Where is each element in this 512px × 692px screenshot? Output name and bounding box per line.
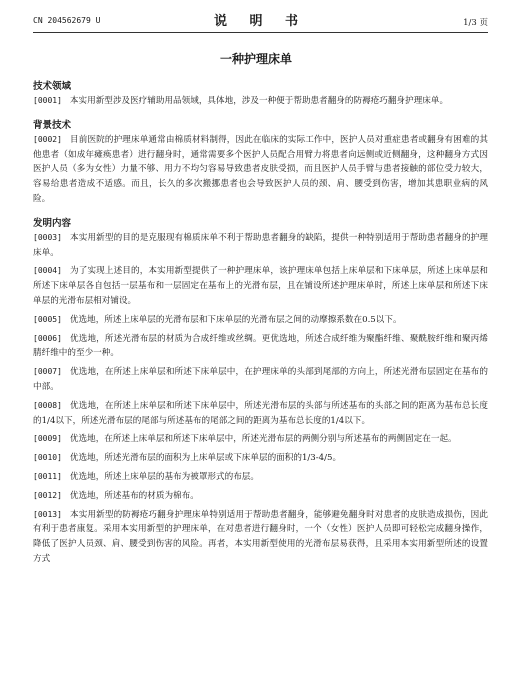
paragraph-text: 为了实现上述目的，本实用新型提供了一种护理床单，该护理床单包括上床单层和下床单层，所述上床单层和所述下床单层各自包括一层基布和一层固定在基布上的光滑布层，且在铺设所述护理床单时，所述上床单层和所述下床单层的光滑布层相对铺设。 (33, 266, 488, 306)
paragraph (33, 399, 488, 429)
paragraph (33, 94, 488, 109)
paragraph-number: [0010] (33, 453, 62, 463)
section-heading: 背景技术 (33, 119, 72, 131)
paragraph-number: [0003] (33, 232, 62, 242)
paragraph (33, 313, 488, 328)
paragraph-text: 优选地，在所述上床单层和所述下床单层中，所述光滑布层的头部与所述基布的头部之间的距离为基布总长度的1/4以下，所述光滑布层的尾部与所述基布的尾部之间的距离为基布总长度的1/4以下。 (33, 400, 488, 426)
paragraph-text: 优选地，所述光滑布层的材质为合成纤维或丝绸。更优选地，所述合成纤维为聚酯纤维、聚酰胺纤维和聚丙烯腈纤维中的至少一种。 (33, 333, 488, 359)
paragraph (33, 264, 488, 308)
paragraph-text: 优选地，所述光滑布层的面积为上床单层或下床单层的面积的1/3-4/5。 (69, 453, 342, 464)
document-body (33, 80, 488, 577)
paragraph (33, 489, 488, 504)
page-header (33, 10, 488, 33)
section-heading: 技术领域 (33, 81, 72, 92)
paragraph-number: [0002] (33, 134, 62, 144)
page-number: 1/3 页 (463, 18, 488, 28)
paragraph-text: 目前医院的护理床单通常由棉质材料制得，因此在临床的实际工作中，医护人员对重症患者或翻身有困难的其他患者（如成年瘫痪患者）进行翻身时，通常需要多个医护人员配合用臂力将患者向远侧或近侧翻身，这种翻身方式因医护人员（多为女性）力量不够、用力不均匀容易导致患者皮肤受损，而且医护人员手臂与患者接触的部位受力较大，容易给患者造成不适感。而且，长久的多次搬挪患者也会导致医护人员的颈、肩、腰受到伤害，增加其患职业病的风险。 (33, 134, 488, 204)
paragraph-text: 本实用新型的防褥疮巧翻身护理床单特别适用于帮助患者翻身，能够避免翻身时对患者的皮肤造成损伤，因此有利于患者康复。采用本实用新型的护理床单，在对患者进行翻身时，一个（女性）医护人员即可轻松完成翻身操作，降低了医护人员颈、肩、腰受到伤害的风险。再者，本实用新型使用的光滑布层易获得，且采用本实用新型所述的设置方式 (33, 509, 488, 564)
paragraph-number: [0008] (33, 400, 62, 410)
publication-number: CN 204562679 U (33, 16, 101, 25)
section-heading: 发明内容 (33, 217, 72, 229)
paragraph (33, 332, 488, 362)
paragraph-number: [0011] (33, 471, 62, 481)
paragraph-text: 本实用新型涉及医疗辅助用品领域，具体地，涉及一种便于帮助患者翻身的防褥疮巧翻身护理床单。 (69, 96, 449, 106)
document-type: 说 明 书 (213, 14, 308, 29)
paragraph-number: [0012] (33, 490, 62, 500)
paragraph-number: [0009] (33, 434, 62, 444)
paragraph (33, 231, 488, 261)
section-background (33, 119, 488, 207)
paragraph-number: [0001] (33, 96, 62, 105)
paragraph-text: 优选地，在所述上床单层和所述下床单层中，在护理床单的头部到尾部的方向上，所述光滑布层固定在基布的中部。 (33, 367, 488, 392)
paragraph-text: 优选地，在所述上床单层和所述下床单层中，所述光滑布层的两侧分别与所述基布的两侧固定在一起。 (69, 434, 457, 445)
paragraph-text: 优选地，所述基布的材质为棉布。 (69, 490, 199, 501)
section-technical-field (33, 80, 488, 109)
paragraph (33, 432, 488, 447)
document-title: 一种护理床单 (219, 52, 292, 66)
paragraph-number: [0004] (33, 266, 62, 276)
paragraph (33, 365, 488, 395)
paragraph (33, 133, 488, 207)
paragraph (33, 470, 488, 485)
paragraph-text: 优选地，所述上床单层的光滑布层和下床单层的光滑布层之间的动摩擦系数在0.5以下。 (69, 314, 402, 325)
paragraph-number: [0006] (33, 333, 62, 343)
paragraph (33, 451, 488, 466)
paragraph-text: 优选地，所述上床单层的基布为被罩形式的布层。 (69, 471, 259, 482)
paragraph (33, 508, 488, 567)
paragraph-number: [0013] (33, 509, 62, 519)
paragraph-text: 本实用新型的目的是克服现有棉质床单不利于帮助患者翻身的缺陷，提供一种特别适用于帮助患者翻身的护理床单。 (33, 232, 488, 258)
section-invention-content (33, 217, 488, 567)
paragraph-number: [0007] (33, 367, 62, 377)
paragraph-number: [0005] (33, 314, 62, 324)
